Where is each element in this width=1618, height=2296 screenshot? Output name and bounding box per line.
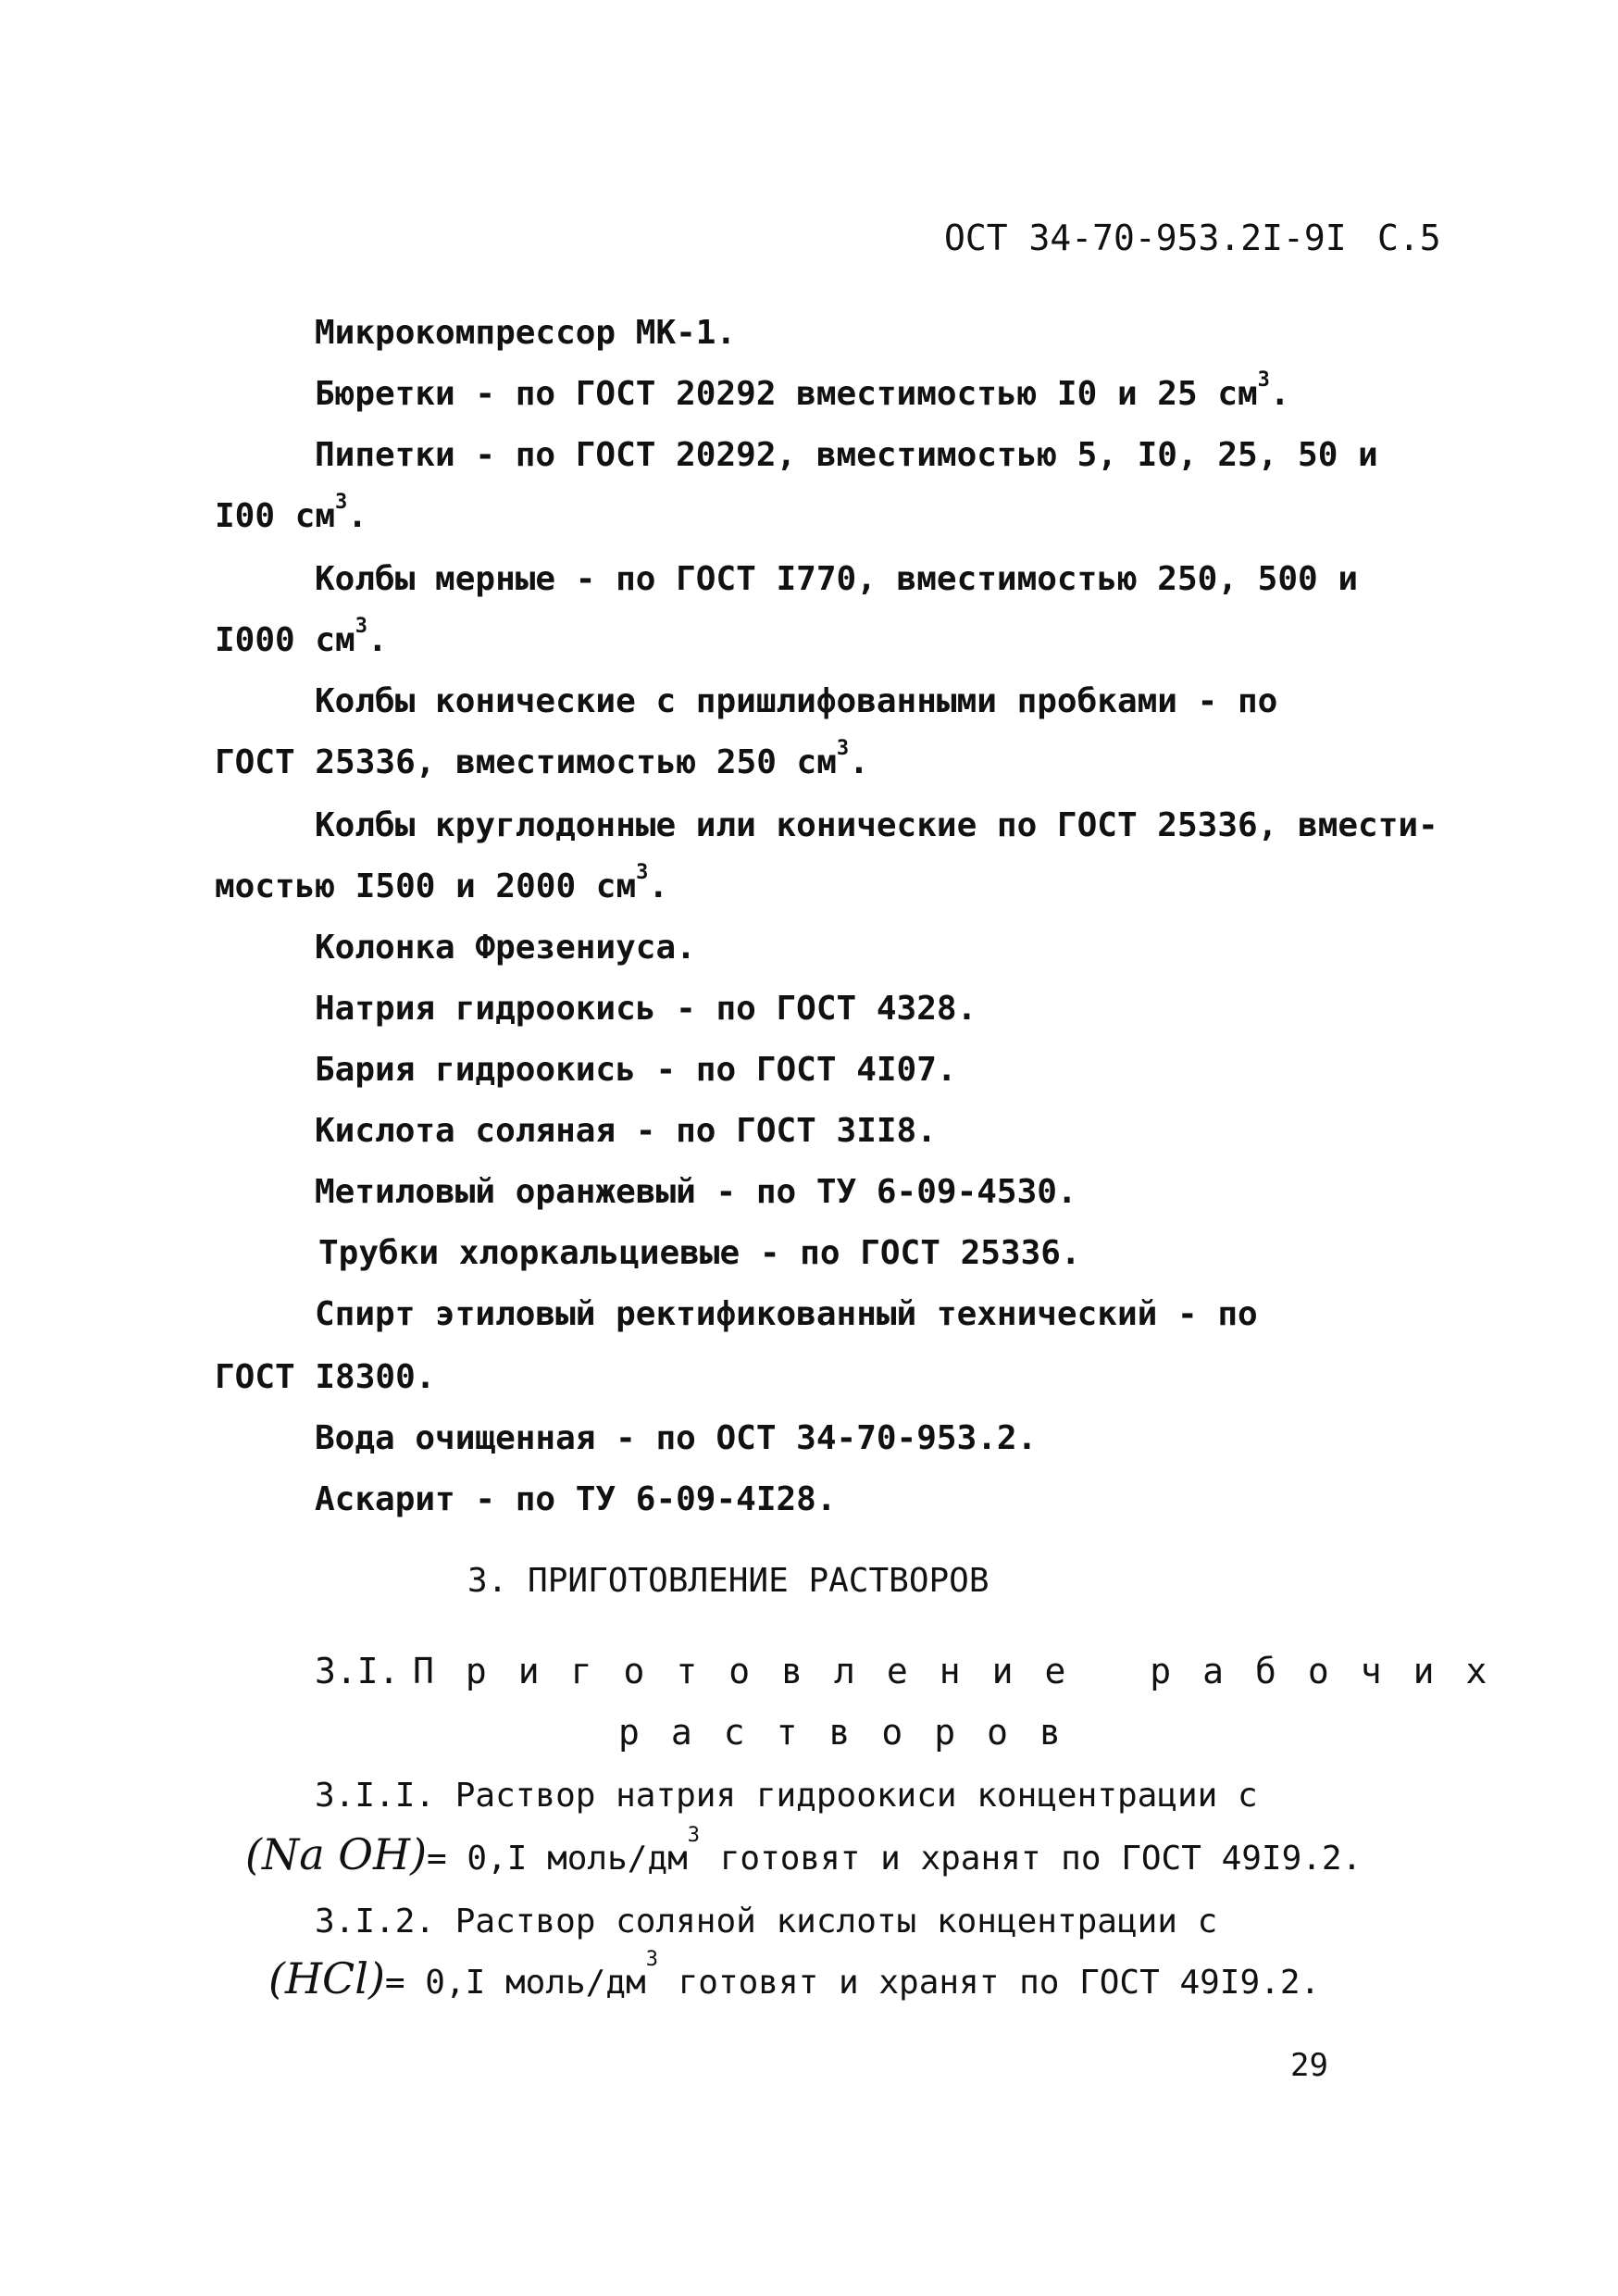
list-item-continuation: I000 $см^3$. (215, 615, 388, 659)
list-item-continuation: I00 $см^3$. (215, 491, 367, 535)
list-item: Натрия гидроокись - по ГОСТ 4328. (315, 990, 977, 1028)
doc-code: ОСТ 34-70-953.2I-9I (944, 218, 1347, 258)
subsection-number: 3.I. (315, 1651, 400, 1691)
list-item: Вода очищенная - по ОСТ 34-70-953.2. (315, 1419, 1038, 1457)
handwritten-formula: (Na OH) (245, 1829, 428, 1879)
list-item: Бария гидроокись - по ГОСТ 4I07. (315, 1051, 957, 1089)
list-item: Колбы мерные - по ГОСТ I770, вместимостью 250, 500 и (315, 560, 1359, 598)
paragraph-3-1-2: 3.I.2. Раствор соляной кислоты концентрации с (315, 1903, 1218, 1940)
list-item: Пипетки - по ГОСТ 20292, вместимостью 5, I0, 25, 50 и (315, 436, 1378, 474)
paragraph-3-1-1: 3.I.I. Раствор натрия гидроокиси концентрации с (315, 1777, 1258, 1815)
paragraph-3-1-2-formula: (HCl)= 0,I моль/$дм^3$ готовят и хранят по ГОСТ 49I9.2. (268, 1948, 1321, 2003)
list-item: Спирт этиловый ректификованный технический - по (315, 1295, 1258, 1333)
section-title: 3. ПРИГОТОВЛЕНИЕ РАСТВОРОВ (467, 1562, 989, 1600)
subsection-title-line-1: Приготовление рабочих (413, 1651, 1519, 1691)
handwritten-formula: (HCl) (268, 1953, 385, 2003)
paragraph-3-1-1-formula: (Na OH)= 0,I моль/$дм^3$ готовят и хранят по ГОСТ 49I9.2. (245, 1824, 1363, 1879)
page-reference: С.5 (1377, 218, 1441, 258)
list-item: Кислота соляная - по ГОСТ 3II8. (315, 1112, 937, 1150)
subsection-title-line-2: растворов (618, 1712, 1092, 1753)
list-item-continuation: мостью I500 и 2000 $см^3$. (215, 861, 669, 905)
list-item: Колбы круглодонные или конические по ГОСТ 25336, вмести- (315, 806, 1438, 844)
list-item: Метиловый оранжевый - по ТУ 6-09-4530. (315, 1173, 1077, 1211)
list-item: Трубки хлоркальциевые - по ГОСТ 25336. (318, 1234, 1081, 1272)
page-number: 29 (1290, 2047, 1328, 2084)
list-item: Бюретки - по ГОСТ 20292 вместимостью I0 и 25 $см^3$. (315, 368, 1290, 413)
list-item-continuation: ГОСТ 25336, вместимостью 250 $см^3$. (215, 737, 869, 781)
list-item: Микрокомпрессор МК-1. (315, 314, 737, 352)
list-item: Аскарит - по ТУ 6-09-4I28. (315, 1480, 837, 1518)
list-item: Колонка Фрезениуса. (315, 929, 696, 967)
list-item-continuation: ГОСТ I8300. (215, 1358, 436, 1396)
list-item: Колбы конические с пришлифованными пробками - по (315, 682, 1278, 720)
